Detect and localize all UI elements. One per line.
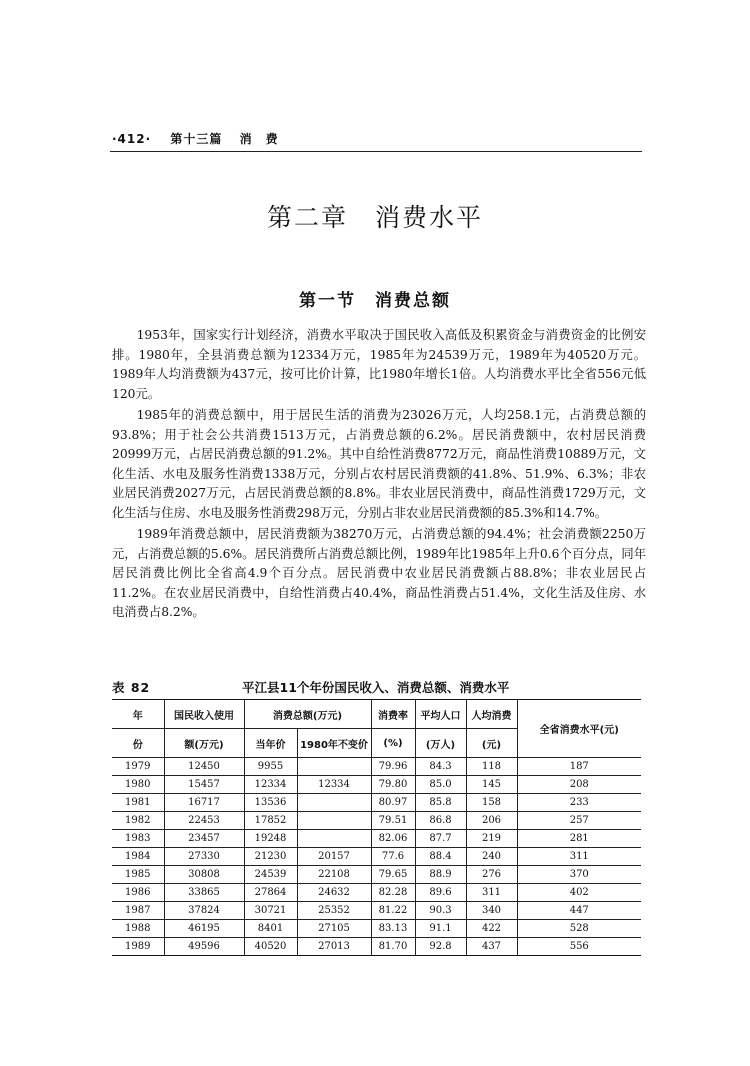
- cell-current-price: 19248: [244, 830, 297, 848]
- table-label: 表 82: [112, 680, 151, 695]
- cell-province-level: 257: [517, 812, 641, 830]
- cell-income: 33865: [164, 884, 244, 902]
- cell-constant-price: 25352: [297, 902, 371, 920]
- running-head: [112, 130, 642, 147]
- cell-rate: 79.65: [371, 866, 415, 884]
- table-row: [112, 794, 641, 812]
- header-rate-bottom: (%): [371, 729, 415, 758]
- cell-current-price: 21230: [244, 848, 297, 866]
- header-divider: [110, 151, 642, 152]
- cell-rate: 80.97: [371, 794, 415, 812]
- table-row: [112, 866, 641, 884]
- cell-per-capita: 240: [466, 848, 517, 866]
- cell-income: 37824: [164, 902, 244, 920]
- header-per-capita-bottom: (元): [466, 729, 517, 758]
- cell-income: 15457: [164, 776, 244, 794]
- cell-rate: 79.51: [371, 812, 415, 830]
- cell-population: 85.0: [415, 776, 466, 794]
- cell-current-price: 12334: [244, 776, 297, 794]
- cell-province-level: 187: [517, 758, 641, 776]
- header-rate-top: 消费率: [371, 700, 415, 729]
- cell-year: 1984: [112, 848, 164, 866]
- part-title: 第十三篇: [170, 132, 223, 146]
- table-caption: 平江县11个年份国民收入、消费总额、消费水平: [242, 680, 510, 695]
- cell-per-capita: 145: [466, 776, 517, 794]
- cell-income: 16717: [164, 794, 244, 812]
- cell-current-price: 17852: [244, 812, 297, 830]
- table-row: [112, 884, 641, 902]
- cell-per-capita: 340: [466, 902, 517, 920]
- cell-province-level: 370: [517, 866, 641, 884]
- header-consumption: 消费总额(万元): [244, 700, 371, 729]
- chapter-title: 第二章 消费水平: [266, 203, 483, 232]
- cell-income: 12450: [164, 758, 244, 776]
- cell-income: 30808: [164, 866, 244, 884]
- cell-per-capita: 219: [466, 830, 517, 848]
- header-current-price: 当年价: [244, 729, 297, 758]
- cell-population: 84.3: [415, 758, 466, 776]
- cell-income: 27330: [164, 848, 244, 866]
- consumption-table: [112, 699, 641, 956]
- cell-per-capita: 206: [466, 812, 517, 830]
- table-row: [112, 938, 641, 956]
- table-row: [112, 830, 641, 848]
- cell-province-level: 311: [517, 848, 641, 866]
- section-title: 第一节 消费总额: [299, 291, 451, 311]
- cell-current-price: 24539: [244, 866, 297, 884]
- cell-rate: 77.6: [371, 848, 415, 866]
- cell-current-price: 9955: [244, 758, 297, 776]
- cell-income: 46195: [164, 920, 244, 938]
- cell-current-price: 30721: [244, 902, 297, 920]
- table-row: [112, 902, 641, 920]
- cell-year: 1982: [112, 812, 164, 830]
- cell-province-level: 402: [517, 884, 641, 902]
- cell-rate: 83.13: [371, 920, 415, 938]
- cell-population: 86.8: [415, 812, 466, 830]
- cell-current-price: 27864: [244, 884, 297, 902]
- cell-constant-price: [297, 758, 371, 776]
- table-row: [112, 848, 641, 866]
- cell-income: 49596: [164, 938, 244, 956]
- cell-per-capita: 422: [466, 920, 517, 938]
- body-text: [112, 326, 646, 625]
- cell-per-capita: 437: [466, 938, 517, 956]
- cell-population: 92.8: [415, 938, 466, 956]
- header-income-bottom: 额(万元): [164, 729, 244, 758]
- cell-population: 87.7: [415, 830, 466, 848]
- paragraph: 1953年，国家实行计划经济，消费水平取决于国民收入高低及积累资金与消费资金的比例安排。1980年，全县消费总额为12334万元，1985年为24539万元，1989年为40520万元。1989年人均消费额为437元，按可比价计算，比1980年增长1倍。人均消费水平比全省556元低120元。: [112, 328, 646, 401]
- page-number: ·412·: [112, 132, 152, 146]
- cell-per-capita: 158: [466, 794, 517, 812]
- cell-current-price: 8401: [244, 920, 297, 938]
- cell-population: 88.4: [415, 848, 466, 866]
- cell-population: 85.8: [415, 794, 466, 812]
- cell-constant-price: 20157: [297, 848, 371, 866]
- cell-population: 89.6: [415, 884, 466, 902]
- cell-province-level: 528: [517, 920, 641, 938]
- header-year-top: 年: [112, 700, 164, 729]
- cell-province-level: 233: [517, 794, 641, 812]
- header-income-top: 国民收入使用: [164, 700, 244, 729]
- header-per-capita-top: 人均消费: [466, 700, 517, 729]
- cell-rate: 81.22: [371, 902, 415, 920]
- table-row: [112, 920, 641, 938]
- cell-income: 22453: [164, 812, 244, 830]
- header-row: [112, 700, 641, 729]
- paragraph: 1985年的消费总额中，用于居民生活的消费为23026万元，人均258.1元，占消费总额的93.8%；用于社会公共消费1513万元，占消费总额的6.2%。居民消费额中，农村居民消费20999万元，占居民消费总额的91.2%。其中自给性消费8772万元，商品性消费10889万元，文化生活、水电及服务性消费1338万元，分别占农村居民消费额的41.8%、51.9%、6.3%；非农业居民消费2027万元，占居民消费总额的8.8%。非农业居民消费中，商品性消费1729万元，文化生活与住房、水电及服务性消费298万元，分别占非农业居民消费额的85.3%和14.7%。: [112, 408, 646, 520]
- header-province: 全省消费水平(元): [517, 700, 641, 758]
- cell-province-level: 208: [517, 776, 641, 794]
- cell-constant-price: 27013: [297, 938, 371, 956]
- table-row: [112, 776, 641, 794]
- cell-income: 23457: [164, 830, 244, 848]
- cell-province-level: 556: [517, 938, 641, 956]
- cell-constant-price: 24632: [297, 884, 371, 902]
- cell-constant-price: 12334: [297, 776, 371, 794]
- cell-year: 1985: [112, 866, 164, 884]
- cell-per-capita: 311: [466, 884, 517, 902]
- cell-per-capita: 276: [466, 866, 517, 884]
- cell-rate: 81.70: [371, 938, 415, 956]
- part-subject: 消 费: [239, 132, 279, 146]
- cell-province-level: 281: [517, 830, 641, 848]
- cell-year: 1981: [112, 794, 164, 812]
- cell-constant-price: 27105: [297, 920, 371, 938]
- cell-province-level: 447: [517, 902, 641, 920]
- cell-constant-price: [297, 830, 371, 848]
- cell-year: 1980: [112, 776, 164, 794]
- header-population-bottom: (万人): [415, 729, 466, 758]
- header-year-bottom: 份: [112, 729, 164, 758]
- cell-year: 1988: [112, 920, 164, 938]
- cell-year: 1979: [112, 758, 164, 776]
- cell-constant-price: [297, 812, 371, 830]
- cell-year: 1989: [112, 938, 164, 956]
- cell-rate: 82.28: [371, 884, 415, 902]
- cell-year: 1987: [112, 902, 164, 920]
- cell-current-price: 13536: [244, 794, 297, 812]
- cell-population: 90.3: [415, 902, 466, 920]
- table-row: [112, 812, 641, 830]
- table-body: [112, 758, 641, 956]
- paragraph: 1989年消费总额中，居民消费额为38270万元，占消费总额的94.4%；社会消费额2250万元，占消费总额的5.6%。居民消费所占消费总额比例，1989年比1985年上升0.6个百分点，同年居民消费比例比全省高4.9个百分点。居民消费中农业居民消费额占88.8%；非农业居民占11.2%。在农业居民消费中，自给性消费占40.4%，商品性消费占51.4%，文化生活及住房、水电消费占8.2%。: [112, 527, 646, 619]
- cell-rate: 79.96: [371, 758, 415, 776]
- cell-rate: 79.80: [371, 776, 415, 794]
- cell-rate: 82.06: [371, 830, 415, 848]
- cell-current-price: 40520: [244, 938, 297, 956]
- header-constant-price: 1980年不变价: [297, 729, 371, 758]
- cell-constant-price: [297, 794, 371, 812]
- header-population-top: 平均人口: [415, 700, 466, 729]
- table-row: [112, 758, 641, 776]
- cell-year: 1986: [112, 884, 164, 902]
- cell-constant-price: 22108: [297, 866, 371, 884]
- cell-per-capita: 118: [466, 758, 517, 776]
- cell-year: 1983: [112, 830, 164, 848]
- cell-population: 91.1: [415, 920, 466, 938]
- cell-population: 88.9: [415, 866, 466, 884]
